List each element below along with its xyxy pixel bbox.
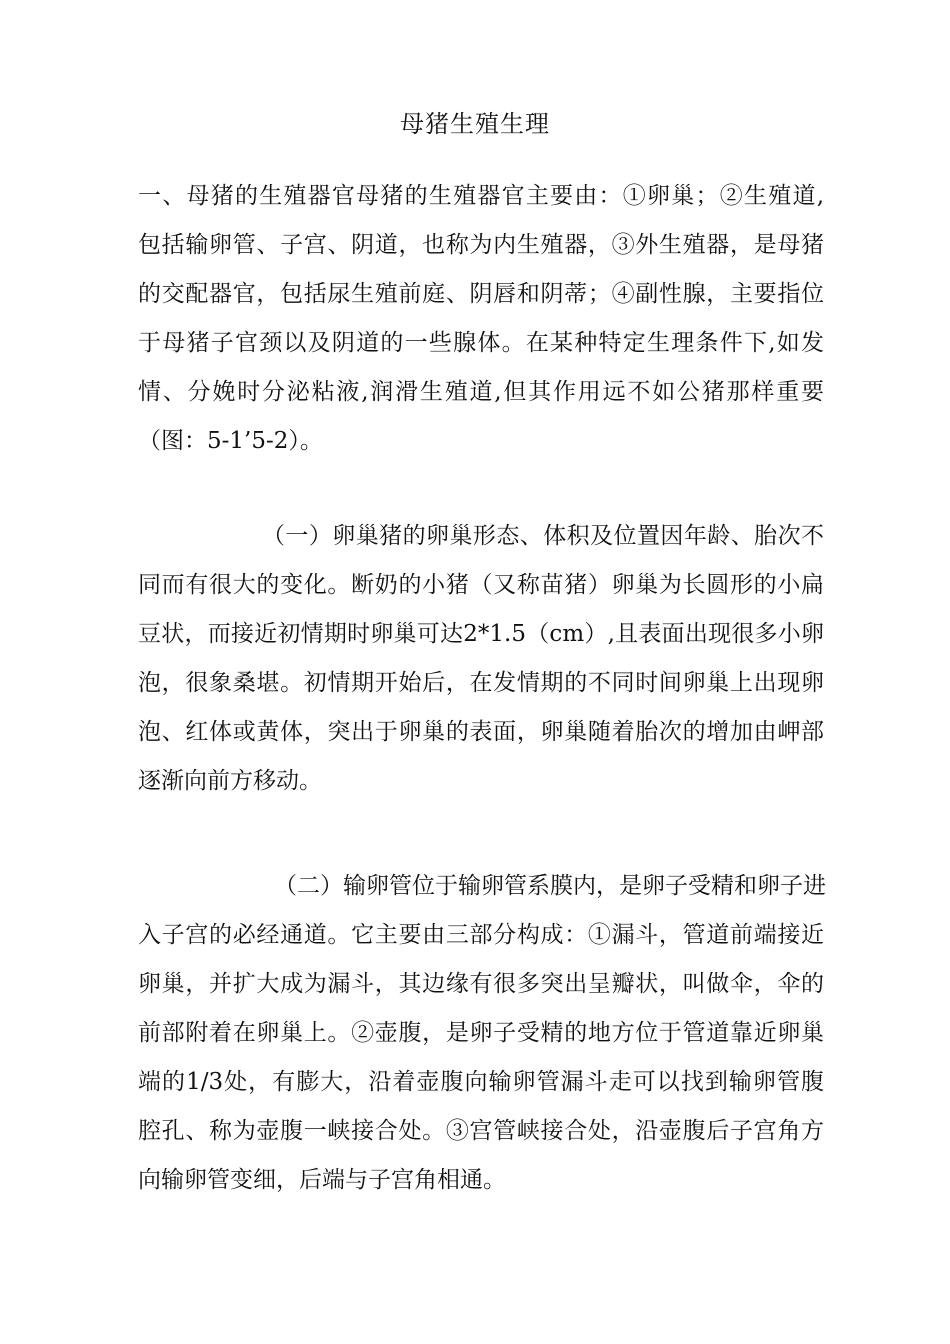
paragraph-line: 向输卵管变细，后端与子宫角相通。: [138, 1167, 506, 1193]
paragraph-line: 于母猪子官颈以及阴道的一些腺体。在某种特定生理条件下,如发: [138, 330, 824, 356]
paragraph-reproductive-organs: [138, 172, 824, 466]
paragraph-line: 泡、红体或黄体，突出于卵巢的表面，卵巢随着胎次的增加由岬部: [138, 719, 824, 745]
paragraph-line: 包括输卵管、子宫、阴道，也称为内生殖器，③外生殖器，是母猪: [138, 232, 824, 258]
paragraph-line: 卵巢，并扩大成为漏斗，其边缘有很多突出呈瓣状，叫做伞，伞的: [138, 971, 824, 997]
paragraph-ovary: [138, 512, 824, 806]
paragraph-line: （一）卵巢猪的卵巢形态、体积及位置因年龄、胎次不: [262, 523, 824, 549]
paragraph-line: 端的1/3处，有膨大，沿着壶腹向输卵管漏斗走可以找到输卵管腹: [138, 1069, 824, 1095]
paragraph-line: （图：5-1’5-2）。: [138, 428, 323, 454]
paragraph-line: 前部附着在卵巢上。②壶腹，是卵子受精的地方位于管道靠近卵巢: [138, 1020, 824, 1046]
paragraph-line: 豆状，而接近初情期时卵巢可达2*1.5（cm）,且表面出现很多小卵: [138, 621, 824, 647]
paragraph-line: 入子宫的必经通道。它主要由三部分构成：①漏斗，管道前端接近: [138, 922, 824, 948]
paragraph-line: 同而有很大的变化。断奶的小猪（又称苗猪）卵巢为长圆形的小扁: [138, 572, 824, 598]
paragraph-oviduct: [138, 862, 824, 1205]
paragraph-line: （二）输卵管位于输卵管系膜内，是卵子受精和卵子进: [274, 873, 826, 899]
paragraph-line: 一、母猪的生殖器官母猪的生殖器官主要由：①卵巢；②生殖道,: [138, 183, 824, 209]
paragraph-line: 泡，很象桑堪。初情期开始后，在发情期的不同时间卵巢上出现卵: [138, 670, 824, 696]
paragraph-line: 情、分娩时分泌粘液,润滑生殖道,但其作用远不如公猪那样重要: [138, 379, 824, 405]
document-title: 母猪生殖生理: [400, 110, 550, 138]
paragraph-line: 逐渐向前方移动。: [138, 768, 322, 794]
paragraph-line: 腔孔、称为壶腹一峡接合处。③宫管峡接合处，沿壶腹后子宫角方: [138, 1118, 824, 1144]
paragraph-line: 的交配器官，包括尿生殖前庭、阴唇和阴蒂；④副性腺，主要指位: [138, 281, 824, 307]
